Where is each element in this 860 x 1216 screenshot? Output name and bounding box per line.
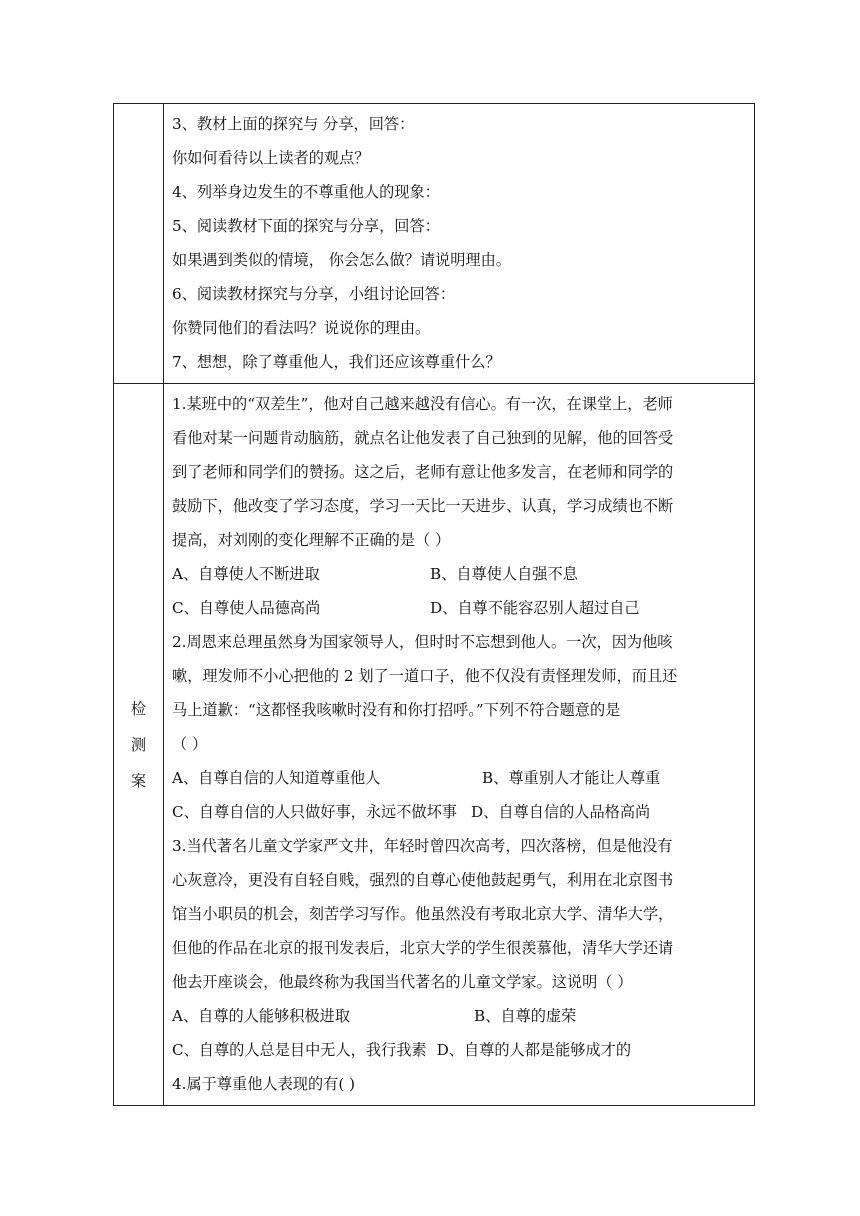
question-1-line: 到了老师和同学们的赞扬。这之后，老师有意让他多发言，在老师和同学的 (172, 463, 674, 481)
worksheet-table (113, 103, 755, 1106)
label-char: 案 (130, 771, 147, 790)
option-d: D、自尊自信的人品格高尚 (471, 803, 651, 821)
question-1-line: 1.某班中的“双差生”，他对自己越来越没有信心。有一次，在课堂上，老师 (172, 395, 673, 413)
option-d: D、自尊不能容忍别人超过自己 (430, 599, 640, 617)
study-line: 如果遇到类似的情境， 你会怎么做？请说明理由。 (172, 251, 511, 269)
option-c: C、自尊使人品德高尚 (172, 599, 321, 617)
question-1-line: 鼓励下，他改变了学习态度，学习一天比一天进步、认真，学习成绩也不断 (172, 497, 674, 515)
option-c: C、自尊自信的人只做好事，永远不做坏事 (172, 803, 457, 821)
study-line: 你赞同他们的看法吗？说说你的理由。 (172, 319, 431, 337)
study-line: 4、列举身边发生的不尊重他人的现象： (172, 183, 440, 201)
question-1-line: 看他对某一问题肯动脑筋，就点名让他发表了自己独到的见解，他的回答受 (172, 429, 674, 447)
question-2-options-row (172, 795, 747, 829)
option-b: B、尊重别人才能让人尊重 (482, 769, 661, 787)
question-3-line: 但他的作品在北京的报刊发表后，北京大学的学生很羡慕他，清华大学还请 (172, 939, 674, 957)
option-a: A、自尊的人能够积极进取 (172, 1007, 351, 1025)
question-2-options-row (172, 761, 747, 795)
question-3-options-row (172, 999, 747, 1033)
option-c: C、自尊的人总是目中无人，我行我素 (172, 1041, 427, 1059)
label-char: 测 (130, 735, 147, 754)
study-row (114, 104, 755, 384)
question-1-options-row (172, 591, 747, 625)
section-label (131, 691, 146, 799)
question-3-line: 3.当代著名儿童文学家严文井，年轻时曾四次高考，四次落榜，但是他没有 (172, 837, 673, 855)
option-d: D、自尊的人都是能够成才的 (436, 1041, 632, 1059)
question-3-line: 他去开座谈会，他最终称为我国当代著名的儿童文学家。这说明（ ） (172, 973, 633, 991)
test-label-cell (114, 384, 164, 1106)
question-1-line: 提高，对刘刚的变化理解不正确的是（ ） (172, 531, 451, 549)
label-char: 检 (130, 699, 147, 718)
study-content-cell (164, 104, 755, 384)
question-2-line: 马上道歉：“这都怪我咳嗽时没有和你打招呼。”下列不符合题意的是 (172, 701, 621, 719)
study-label-cell (114, 104, 164, 384)
test-row (114, 384, 755, 1106)
question-1-options-row (172, 557, 747, 591)
question-2-line: 嗽，理发师不小心把他的 2 划了一道口子，他不仅没有责怪理发师，而且还 (172, 667, 678, 685)
question-4-line: 4.属于尊重他人表现的有( ) (172, 1075, 356, 1093)
option-a: A、自尊使人不断进取 (172, 565, 320, 583)
study-line: 5、阅读教材下面的探究与分享，回答： (172, 217, 440, 235)
study-line: 你如何看待以上读者的观点？ (172, 149, 370, 167)
question-3-line: 心灰意冷，更没有自轻自贱，强烈的自尊心使他鼓起勇气，利用在北京图书 (172, 871, 674, 889)
study-line: 3、教材上面的探究与 分享，回答： (172, 115, 415, 133)
option-b: B、自尊使人自强不息 (430, 565, 578, 583)
question-3-line: 馆当小职员的机会，刻苦学习写作。他虽然没有考取北京大学、清华大学， (172, 905, 674, 923)
study-line: 6、阅读教材探究与分享，小组讨论回答： (172, 285, 456, 303)
option-b: B、自尊的虚荣 (474, 1007, 577, 1025)
question-2-line: 2.周恩来总理虽然身为国家领导人，但时时不忘想到他人。一次，因为他咳 (172, 633, 673, 651)
option-a: A、自尊自信的人知道尊重他人 (172, 769, 381, 787)
test-content-cell (164, 384, 755, 1106)
study-line: 7、想想，除了尊重他人，我们还应该尊重什么？ (172, 353, 501, 371)
question-3-options-row (172, 1033, 747, 1067)
question-2-line: （ ） (172, 735, 208, 753)
